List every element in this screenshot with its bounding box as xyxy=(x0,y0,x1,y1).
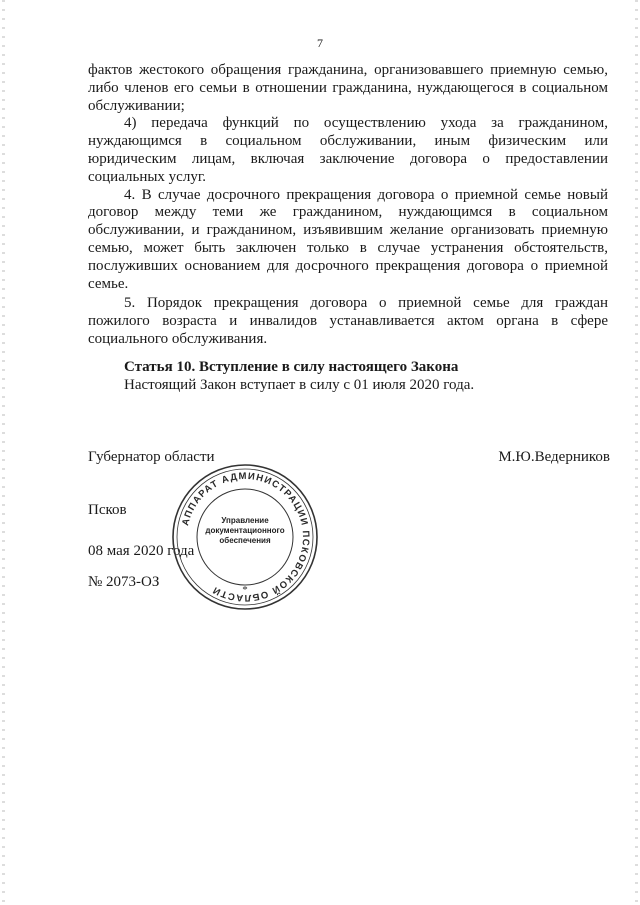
signature-city: Псков xyxy=(88,502,127,518)
signature-name: М.Ю.Ведерников xyxy=(498,449,610,465)
article-10 xyxy=(124,358,474,394)
article-title: Статья 10. Вступление в силу настоящего Закона xyxy=(124,359,459,375)
signature-date: 08 мая 2020 года xyxy=(88,543,195,559)
stamp-center-text: Управление документационного обеспечения xyxy=(205,516,285,545)
paragraph-section-4: 4. В случае досрочного прекращения договора о приемной семье новый договор между теми же гражданином, нуждающимся в социальном обслуживании, и гражданином, изъявившим желание организовать приемную семью, может быть заключен только в случае устранения обстоятельств, послуживших основанием для досрочного прекращения договора о приемной семье. xyxy=(88,186,608,292)
law-number: № 2073-ОЗ xyxy=(88,574,160,590)
stamp-star: * xyxy=(242,584,248,596)
paragraph-item-4: 4) передача функций по осуществлению ухода за гражданином, нуждающимся в социальном обслуживании, иным физическим или юридическим лицам, включая заключение договора о предоставлении социальных услуг. xyxy=(88,115,608,185)
scan-edge-right xyxy=(635,0,638,905)
paragraph-continuation: фактов жестокого обращения гражданина, организовавшего приемную семью, либо членов его семьи в отношении гражданина, нуждающегося в социальном обслуживании; xyxy=(88,62,608,114)
body-text xyxy=(88,62,608,349)
signature-position: Губернатор области xyxy=(88,449,215,465)
paragraph-section-5: 5. Порядок прекращения договора о приемной семье для граждан пожилого возраста и инвалидов устанавливается актом органа в сфере социального обслуживания. xyxy=(88,295,608,347)
page-number: 7 xyxy=(317,36,323,50)
scan-edge-left xyxy=(2,0,5,905)
stamp-ring-text: АППАРАТ АДМИНИСТРАЦИИ ПСКОВСКОЙ ОБЛАСТИ xyxy=(180,470,312,604)
article-text: Настоящий Закон вступает в силу с 01 июля 2020 года. xyxy=(124,377,475,393)
official-stamp xyxy=(170,462,320,612)
